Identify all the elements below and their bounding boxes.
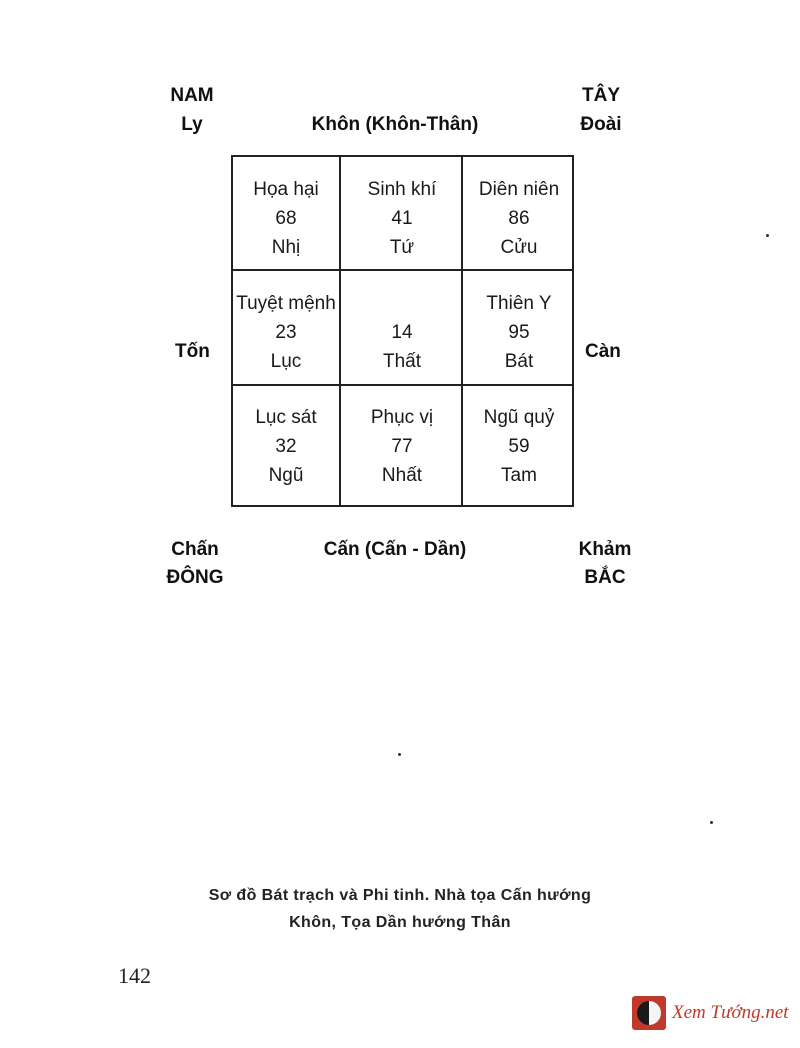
direction-khon: Khôn (Khôn-Thân) xyxy=(311,114,479,135)
cell-palace: Thất xyxy=(382,351,422,372)
watermark xyxy=(632,996,792,1030)
cell-number: 68 xyxy=(275,208,297,229)
cell-palace: Cửu xyxy=(500,237,538,258)
cell-star-name: Sinh khí xyxy=(367,179,437,200)
grid-cell-top-right xyxy=(463,175,575,262)
direction-nam: NAM xyxy=(170,85,214,106)
cell-star-name: Diên niên xyxy=(478,179,560,200)
cell-number: 86 xyxy=(508,208,530,229)
direction-can-right: Càn xyxy=(585,341,621,362)
cell-palace: Bát xyxy=(504,351,534,372)
grid-cell-top-left xyxy=(230,175,342,262)
cell-palace: Tam xyxy=(501,465,537,486)
cell-number: 32 xyxy=(275,436,297,457)
cell-number: 95 xyxy=(508,322,530,343)
direction-dong: ĐÔNG xyxy=(166,567,224,588)
cell-star-name: Họa hại xyxy=(253,179,319,200)
scan-speck xyxy=(710,821,713,824)
yin-yang-icon xyxy=(632,996,666,1030)
cell-palace: Lục xyxy=(270,351,302,372)
cell-star-name: Phục vị xyxy=(370,407,434,428)
cell-number: 41 xyxy=(391,208,413,229)
direction-can-bottom: Cấn (Cấn - Dần) xyxy=(323,539,467,560)
watermark-text: Xem Tướng.net xyxy=(672,1002,789,1023)
cell-number: 14 xyxy=(391,322,413,343)
cell-palace: Nhị xyxy=(271,237,301,258)
cell-star-name: Lục sát xyxy=(255,407,317,428)
grid-cell-bottom-left xyxy=(230,403,342,490)
direction-bac: BẮC xyxy=(584,567,626,588)
direction-ly: Ly xyxy=(181,114,203,135)
direction-ton: Tốn xyxy=(175,341,210,362)
cell-star-name: Thiên Y xyxy=(486,293,552,314)
cell-number: 77 xyxy=(391,436,413,457)
direction-doai: Đoài xyxy=(580,114,622,135)
cell-star-name xyxy=(346,289,458,318)
direction-tay: TÂY xyxy=(582,85,620,106)
cell-palace: Nhất xyxy=(381,465,423,486)
grid-divider xyxy=(233,269,572,271)
figure-caption xyxy=(150,882,650,936)
cell-palace: Ngũ xyxy=(268,465,304,486)
caption-line-2: Khôn, Tọa Dần hướng Thân xyxy=(289,914,511,931)
cell-star-name: Ngũ quỷ xyxy=(483,407,555,428)
cell-palace: Tứ xyxy=(389,237,415,258)
grid-cell-bottom-center xyxy=(346,403,458,490)
bat-trach-grid xyxy=(231,155,574,507)
direction-kham: Khảm xyxy=(578,539,632,560)
grid-cell-center xyxy=(346,289,458,376)
scan-speck xyxy=(398,753,401,756)
grid-cell-bottom-right xyxy=(463,403,575,490)
grid-divider xyxy=(233,384,572,386)
grid-cell-middle-left xyxy=(230,289,342,376)
direction-chan: Chấn xyxy=(171,539,219,560)
grid-cell-top-center xyxy=(346,175,458,262)
grid-cell-middle-right xyxy=(463,289,575,376)
caption-line-1: Sơ đồ Bát trạch và Phi tinh. Nhà tọa Cấn hướng xyxy=(208,887,592,904)
page-number: 142 xyxy=(118,963,151,988)
cell-number: 59 xyxy=(508,436,530,457)
scan-speck xyxy=(766,234,769,237)
cell-star-name: Tuyệt mệnh xyxy=(236,293,336,314)
cell-number: 23 xyxy=(275,322,297,343)
